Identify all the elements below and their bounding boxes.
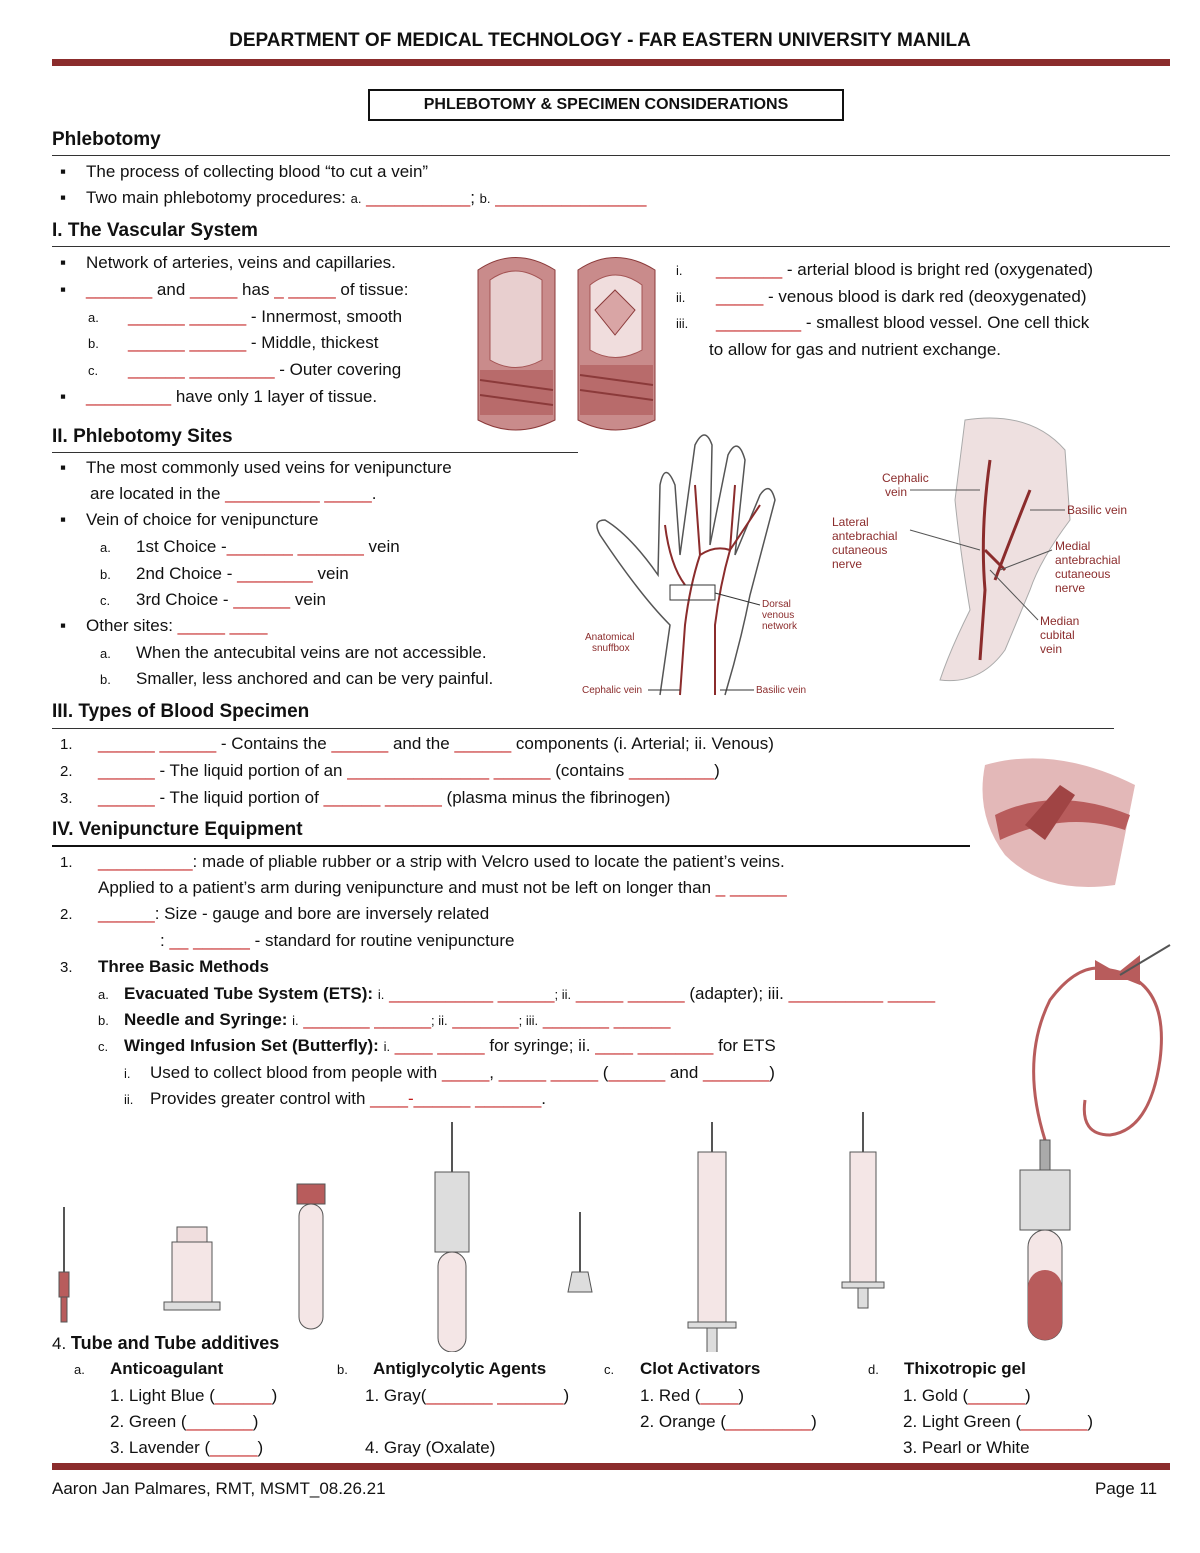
tubes-d-2: 2. Light Green (_______): [903, 1412, 1093, 1431]
types-line-3: 3. ______ - The liquid portion of ______ ______ (plasma minus the fibrinogen): [60, 788, 671, 807]
tubes-a-2: 2. Green (_______): [110, 1412, 259, 1431]
equipment-line-3: 3. Three Basic Methods: [60, 957, 269, 976]
arm-veins-diagram: [830, 410, 1140, 695]
tubes-heading: 4. Tube and Tube additives: [52, 1333, 280, 1353]
method-c-i: i. Used to collect blood from people with _____, _____ _____ (______ and _______): [124, 1063, 775, 1082]
section-vascular-heading: I. The Vascular System: [52, 220, 258, 241]
arm-label-cephalic: Cephalic vein: [882, 471, 929, 499]
arm-label-median: Median cubital vein: [1040, 614, 1080, 656]
vascular-right-i: i. _______ - arterial blood is bright red (oxygenated): [676, 260, 1094, 279]
footer-rule: [52, 1463, 1170, 1470]
tubes-b-1: 1. Gray(_______ _______): [365, 1386, 570, 1405]
types-line-2: 2. ______ - The liquid portion of an _______________ ______ (contains _________): [60, 761, 720, 780]
phlebotomy-line-1: ▪ The process of collecting blood “to cut a vein”: [60, 162, 429, 181]
section-phlebotomy-heading: Phlebotomy: [52, 129, 161, 150]
needle-image: [59, 1207, 69, 1322]
section-rule: [52, 452, 578, 453]
tubes-b-heading: b. Antiglycolytic Agents: [337, 1359, 547, 1378]
section-rule: [52, 155, 1170, 156]
tubes-b-4: 4. Gray (Oxalate): [365, 1438, 496, 1457]
sites-line-2: ▪ Vein of choice for venipuncture: [60, 510, 319, 529]
section-rule: [52, 246, 1170, 247]
header-rule: [52, 59, 1170, 66]
tubes-a-3: 3. Lavender (_____): [110, 1438, 264, 1457]
tubes-d-3: 3. Pearl or White: [903, 1438, 1030, 1457]
sites-line-1b: are located in the __________ _____.: [90, 484, 377, 503]
vascular-right-iii-cont: to allow for gas and nutrient exchange.: [709, 340, 1002, 359]
document-header: DEPARTMENT OF MEDICAL TECHNOLOGY - FAR EASTERN UNIVERSITY MANILA: [229, 30, 971, 51]
sites-choice-2: b. 2nd Choice - ________ vein: [100, 564, 349, 583]
blood-vessel-cross-section-image: [470, 250, 670, 435]
method-c-ii: ii. Provides greater control with ____-______ _______.: [124, 1089, 547, 1108]
tubes-d-1: 1. Gold (______): [903, 1386, 1031, 1405]
page-title-box: PHLEBOTOMY & SPECIMEN CONSIDERATIONS: [368, 89, 844, 121]
phlebotomy-line-2: ▪ Two main phlebotomy procedures: a. ___________; b. ________________: [60, 188, 647, 207]
vascular-right-iii: iii. _________ - smallest blood vessel. One cell thick: [676, 313, 1090, 332]
equipment-line-1: 1. __________: made of pliable rubber or a strip with Velcro used to locate the patient’s veins.: [60, 852, 785, 871]
sites-line-3: ▪ Other sites: _____ ____: [60, 616, 268, 635]
method-a: a. Evacuated Tube System (ETS): i. ___________ ______; ii. _____ ______ (adapter); iii. __________ _____: [98, 984, 936, 1003]
equipment-line-2: 2. ______: Size - gauge and bore are inversely related: [60, 904, 490, 923]
footer-author: Aaron Jan Palmares, RMT, MSMT_08.26.21: [52, 1479, 386, 1498]
hand-label-snuffbox: Anatomical snuffbox: [585, 632, 635, 654]
tubes-d-heading: d. Thixotropic gel: [868, 1359, 1026, 1378]
method-b: b. Needle and Syringe: i. _______ ______; ii. _______; iii. _______ ______: [98, 1010, 671, 1029]
vascular-line-5: ▪ _________ have only 1 layer of tissue.: [60, 387, 378, 406]
hypodermic-needle-image: [568, 1212, 592, 1292]
vascular-layer-c: c. ______ _________ - Outer covering: [88, 360, 402, 379]
section-types-heading: III. Types of Blood Specimen: [52, 701, 310, 722]
equipment-images-row: [52, 1112, 952, 1352]
arm-label-lateral: Lateral antebrachial cutaneous nerve: [832, 515, 898, 571]
equipment-line-1b: Applied to a patient’s arm during venipuncture and must not be left on longer than _ ______: [98, 878, 787, 897]
sites-choice-3: c. 3rd Choice - ______ vein: [100, 590, 326, 609]
section-rule: [52, 728, 1114, 729]
sites-other-b: b. Smaller, less anchored and can be very painful.: [100, 669, 494, 688]
butterfly-set-image: [1000, 940, 1180, 1350]
vascular-layer-a: a. ______ ______ - Innermost, smooth: [88, 307, 403, 326]
section-equipment-heading: IV. Venipuncture Equipment: [52, 819, 303, 840]
sites-line-1: ▪ The most commonly used veins for venipuncture: [60, 458, 452, 477]
syringe-small-image: [842, 1112, 884, 1308]
sites-other-a: a. When the antecubital veins are not accessible.: [100, 643, 487, 662]
sites-choice-1: a. 1st Choice -_______ _______ vein: [100, 537, 400, 556]
arm-label-basilic: Basilic vein: [1067, 503, 1128, 517]
vascular-right-ii: ii. _____ - venous blood is dark red (deoxygenated): [676, 287, 1087, 306]
equipment-line-2b: : __ ______ - standard for routine venipuncture: [160, 931, 515, 950]
tourniquet-image: [965, 745, 1145, 895]
tubes-a-1: 1. Light Blue (______): [110, 1386, 278, 1405]
section-rule: [52, 845, 970, 847]
tubes-c-1: 1. Red (____): [640, 1386, 744, 1405]
arm-label-medial: Medial antebrachial cutaneous nerve: [1055, 539, 1121, 595]
hand-label-dorsal: Dorsal venous network: [762, 599, 798, 632]
vascular-line-2: ▪ _______ and _____ has _ _____ of tissue:: [60, 280, 409, 299]
types-line-1: 1. ______ ______ - Contains the ______ and the ______ components (i. Arterial; ii. Venous): [60, 734, 774, 753]
tube-holder-image: [164, 1227, 220, 1310]
tubes-a-heading: a. Anticoagulant: [74, 1359, 224, 1378]
section-sites-heading: II. Phlebotomy Sites: [52, 426, 233, 447]
footer-page-number: Page 11: [1095, 1479, 1158, 1498]
tubes-c-2: 2. Orange (_________): [640, 1412, 817, 1431]
dorsal-hand-veins-diagram: [580, 425, 820, 715]
method-c: c. Winged Infusion Set (Butterfly): i. ____ _____ for syringe; ii. ____ ________ for ETS: [98, 1036, 776, 1055]
hand-label-cephalic: Cephalic vein: [582, 685, 643, 696]
syringe-large-image: [688, 1122, 736, 1352]
tubes-c-heading: c. Clot Activators: [604, 1359, 761, 1378]
collection-tube-image: [297, 1184, 325, 1329]
vascular-layer-b: b. ______ ______ - Middle, thickest: [88, 333, 379, 352]
ets-assembly-image: [435, 1122, 469, 1352]
vascular-line-1: ▪ Network of arteries, veins and capillaries.: [60, 253, 396, 272]
hand-label-basilic: Basilic vein: [756, 685, 807, 696]
